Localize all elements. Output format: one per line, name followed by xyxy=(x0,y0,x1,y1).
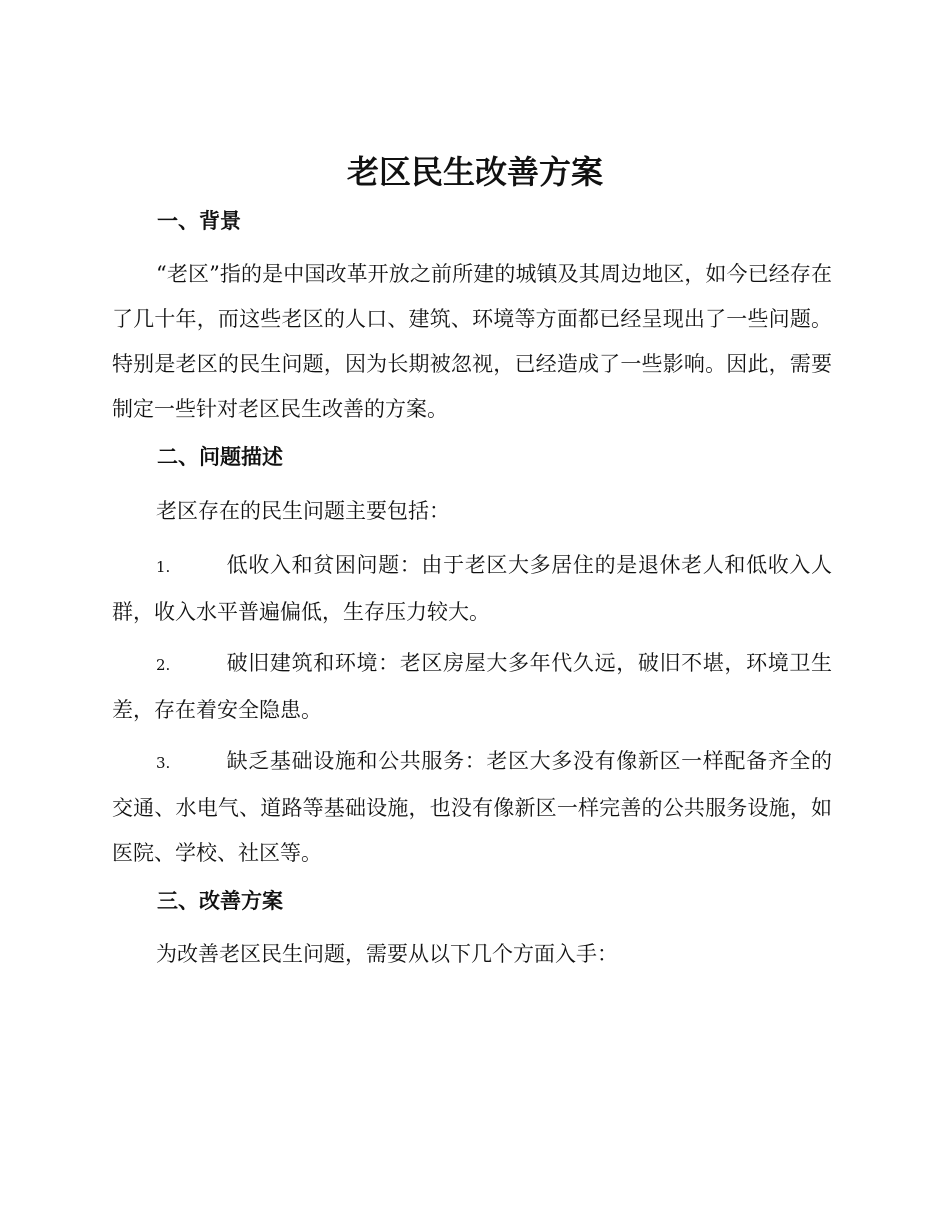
background-paragraph: “老区”指的是中国改革开放之前所建的城镇及其周边地区，如今已经存在了几十年，而这些老区的人口、建筑、环境等方面都已经呈现出了一些问题。特别是老区的民生问题，因为长期被忽视，已经造成了一些影响。因此，需要制定一些针对老区民生改善的方案。 xyxy=(112,262,832,421)
list-item xyxy=(112,641,832,733)
section-heading-background: 一、背景 xyxy=(157,209,241,233)
list-item-text: 缺乏基础设施和公共服务：老区大多没有像新区一样配备齐全的交通、水电气、道路等基础设施，也没有像新区一样完善的公共服务设施，如医院、学校、社区等。 xyxy=(112,749,832,865)
section-heading-problems: 二、问题描述 xyxy=(157,445,283,469)
list-item-number: 3. xyxy=(156,754,171,772)
list-item-text: 破旧建筑和环境：老区房屋大多年代久远，破旧不堪，环境卫生差，存在着安全隐患。 xyxy=(112,651,832,722)
solutions-intro-paragraph: 为改善老区民生问题，需要从以下几个方面入手： xyxy=(156,942,618,966)
list-item-number: 1. xyxy=(156,558,171,576)
section-heading-solutions: 三、改善方案 xyxy=(157,889,283,913)
problems-intro-paragraph: 老区存在的民生问题主要包括： xyxy=(156,499,450,523)
list-item xyxy=(112,739,832,876)
list-item-text: 低收入和贫困问题：由于老区大多居住的是退休老人和低收入人群，收入水平普遍偏低，生存压力较大。 xyxy=(112,553,832,624)
list-item-number: 2. xyxy=(156,656,171,674)
list-item xyxy=(112,543,832,635)
document-title: 老区民生改善方案 xyxy=(346,153,603,191)
